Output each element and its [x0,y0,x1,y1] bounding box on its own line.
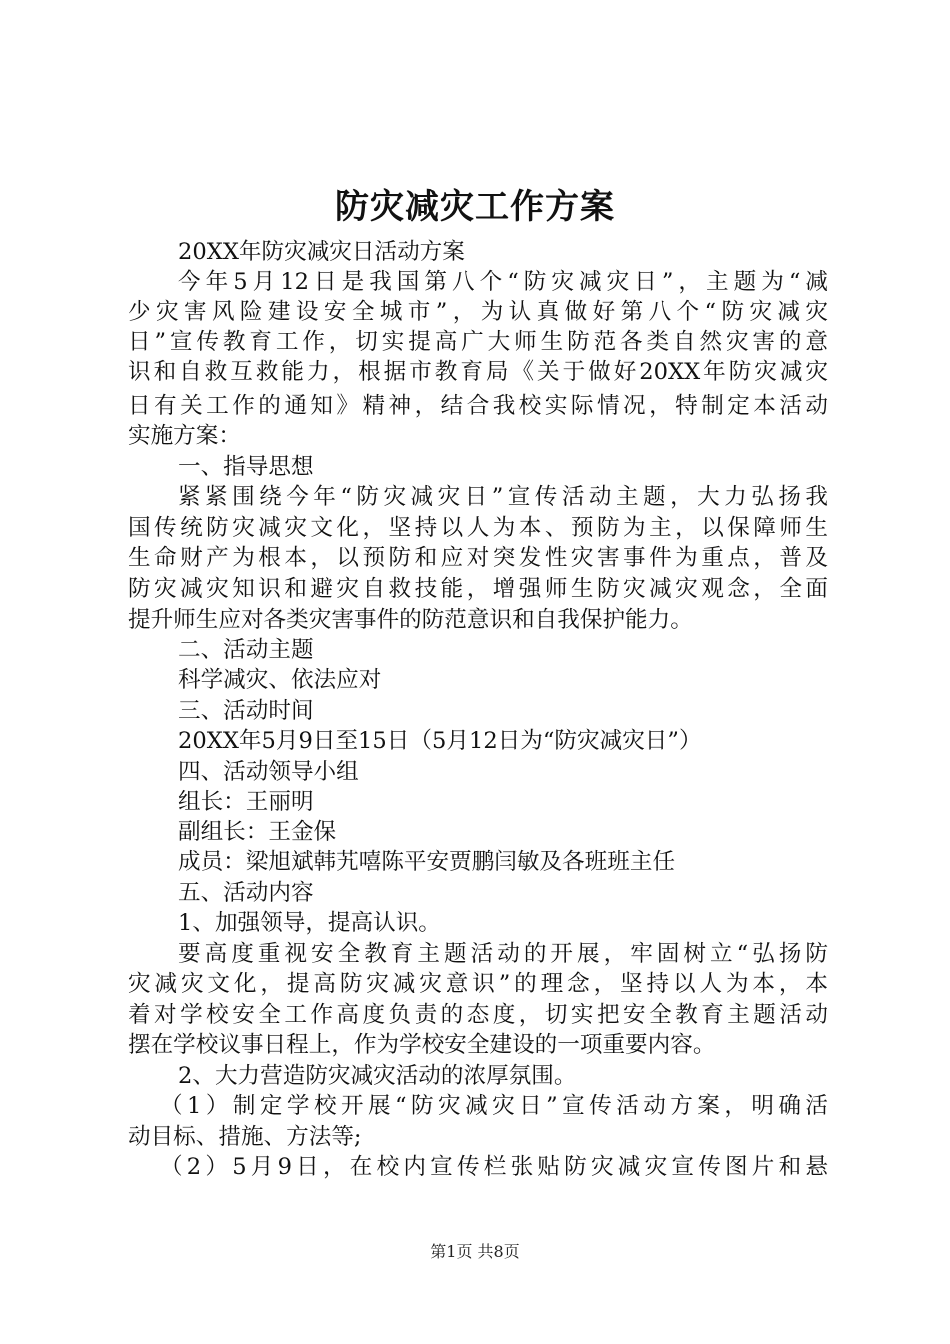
body-line: 科学减灾、依法应对 [178,667,382,693]
body-line: 组长：王丽明 [178,789,314,815]
body-line: 提升师生应对各类灾害事件的防范意识和自我保护能力。 [128,607,693,633]
body-line: 少灾害风险建设安全城市”，为认真做好第八个“防灾减灾 [128,299,828,325]
body-line: 摆在学校议事日程上，作为学校安全建设的一项重要内容。 [128,1032,716,1058]
document-title: 防灾减灾工作方案 [335,187,615,227]
section-heading: 三、活动时间 [178,698,314,724]
body-line: 要高度重视安全教育主题活动的开展，牢固树立“弘扬防 [178,941,828,967]
body-line: 2、大力营造防灾减灾活动的浓厚氛围。 [178,1063,577,1089]
body-line: 实施方案： [128,423,241,449]
body-line: 副组长：王金保 [178,819,337,845]
body-line: 防灾减灾知识和避灾自救技能，增强师生防灾减灾观念，全面 [128,576,828,602]
subtitle-line: 20XX年防灾减灾日活动方案 [178,239,465,265]
body-line: （1）制定学校开展“防灾减灾日”宣传活动方案，明确活 [160,1093,828,1119]
page-number: 第1页 共8页 [430,1242,520,1261]
body-line: 日有关工作的通知》精神，结合我校实际情况，特制定本活动 [128,393,828,419]
body-line: 生命财产为根本，以预防和应对突发性灾害事件为重点，普及 [128,545,828,571]
body-line: 紧紧围绕今年“防灾减灾日”宣传活动主题，大力弘扬我 [178,484,828,510]
body-line: 着对学校安全工作高度负责的态度，切实把安全教育主题活动 [128,1002,828,1028]
body-line: 国传统防灾减灾文化，坚持以人为本、预防为主，以保障师生 [128,515,828,541]
section-heading: 四、活动领导小组 [178,759,359,785]
body-line: 20XX年5月9日至15日（5月12日为“防灾减灾日”） [178,728,702,754]
section-heading: 五、活动内容 [178,880,314,906]
body-line: 日”宣传教育工作，切实提高广大师生防范各类自然灾害的意 [128,329,828,355]
body-line: 1、加强领导，提高认识。 [178,910,441,936]
body-line: 识和自救互救能力，根据市教育局《关于做好20XX年防灾减灾 [128,359,828,385]
body-line: 成员：梁旭斌韩艽嘻陈平安贾鹏闫敏及各班班主任 [178,849,676,875]
body-line: （2）5月9日，在校内宣传栏张贴防灾减灾宣传图片和悬 [160,1154,828,1180]
body-line: 今年5月12日是我国第八个“防灾减灾日”，主题为“减 [178,269,828,295]
body-line: 灾减灾文化，提高防灾减灾意识”的理念，坚持以人为本，本 [128,971,828,997]
section-heading: 一、指导思想 [178,454,314,480]
section-heading: 二、活动主题 [178,637,314,663]
body-line: 动目标、措施、方法等; [128,1124,362,1150]
